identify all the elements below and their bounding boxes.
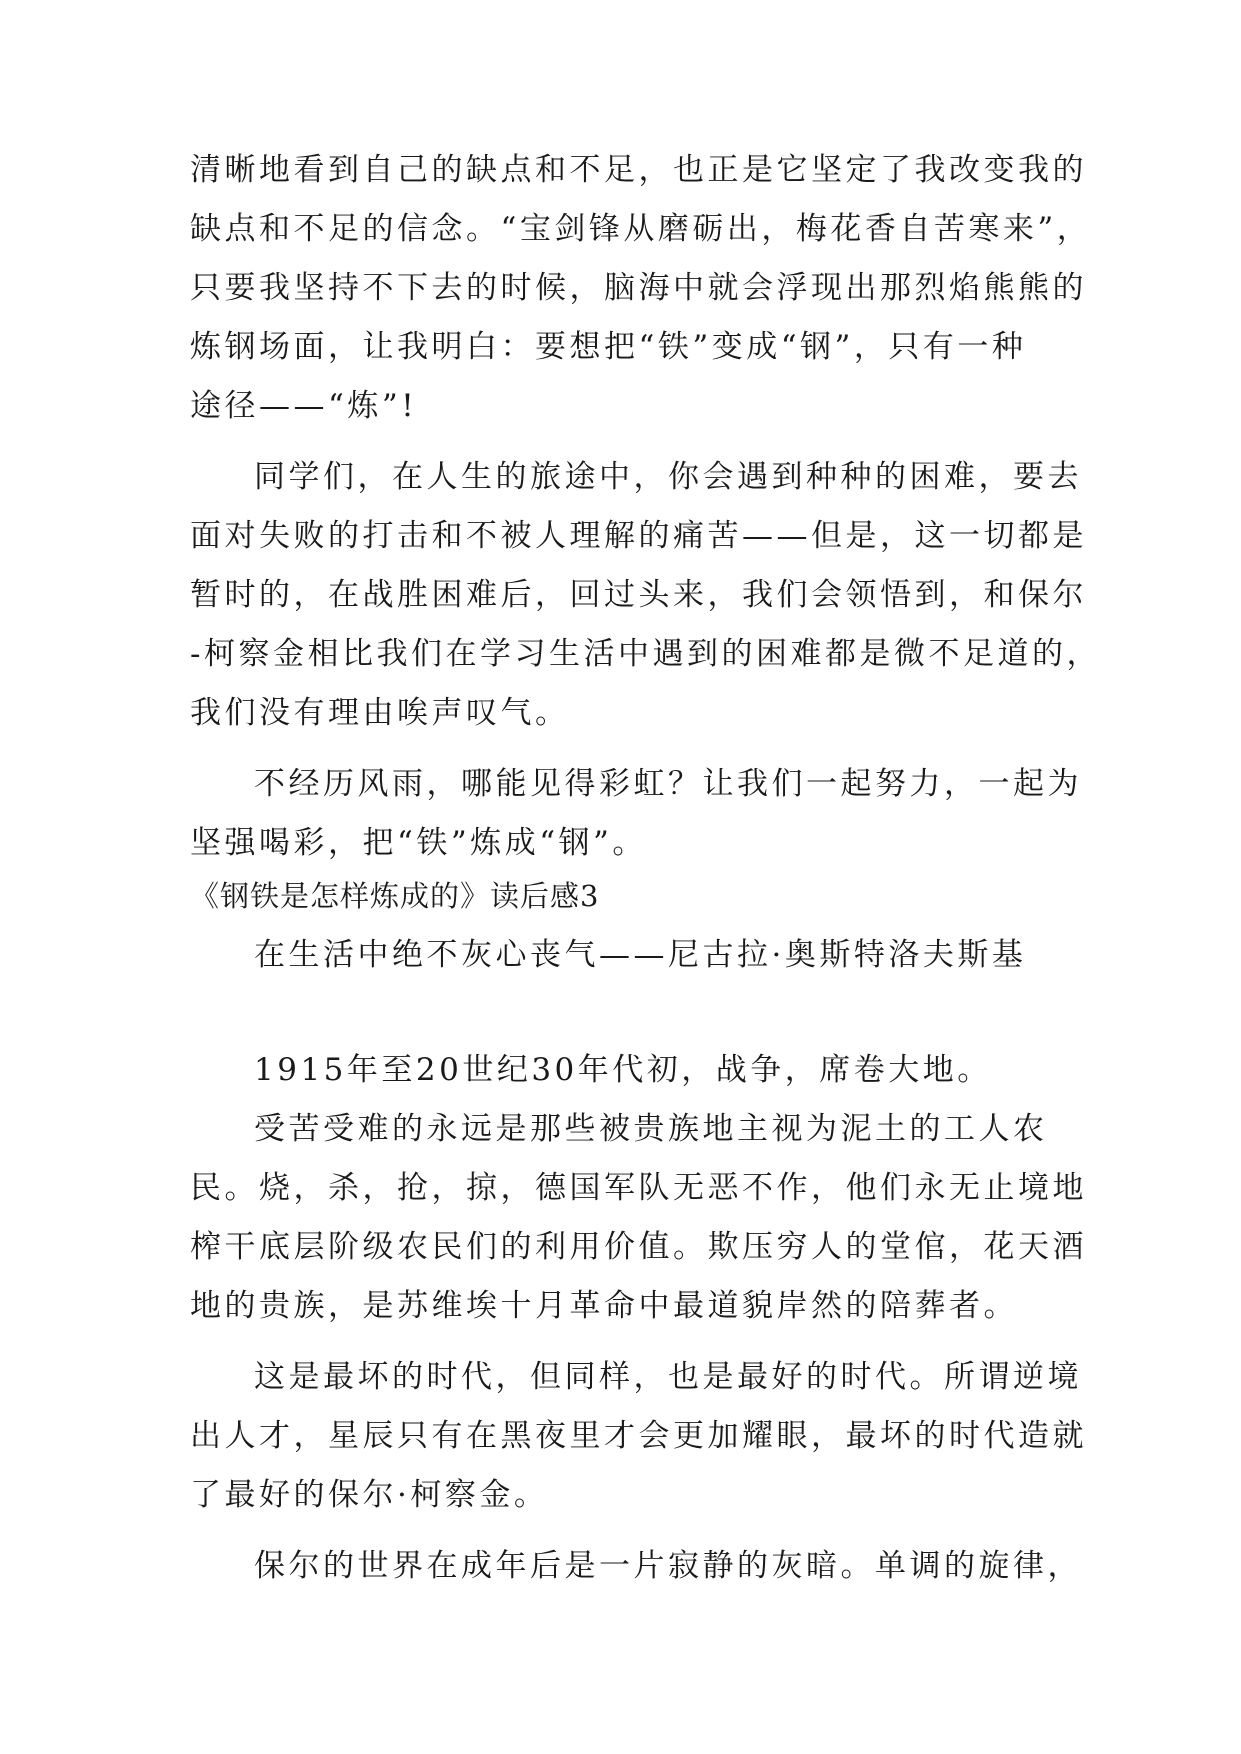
text-line: 清晰地看到自己的缺点和不足，也正是它坚定了我改变我的: [190, 152, 1087, 188]
text-line: 榨干底层阶级农民们的利用价值。欺压穷人的堂倌，花天酒: [190, 1229, 1087, 1265]
text-line: 民。烧，杀，抢，掠，德国军队无恶不作，他们永无止境地: [190, 1170, 1087, 1206]
text-line: 暂时的，在战胜困难后，回过头来，我们会领悟到，和保尔: [190, 577, 1087, 613]
section-title: 《钢铁是怎样炼成的》读后感3: [190, 879, 600, 913]
text-line: 地的贵族，是苏维埃十月革命中最道貌岸然的陪葬者。: [190, 1288, 1018, 1324]
text-line: -柯察金相比我们在学习生活中遇到的困难都是微不足道的，: [190, 636, 1101, 672]
epigraph: 在生活中绝不灰心丧气——尼古拉·奥斯特洛夫斯基: [254, 937, 1027, 973]
text-line: 途径——“炼”!: [190, 388, 418, 424]
text-line: 我们没有理由唉声叹气。: [190, 695, 570, 731]
paragraph-start-line: 同学们，在人生的旅途中，你会遇到种种的困难，要去: [254, 459, 1082, 495]
text-line: 出人才，星辰只有在黑夜里才会更加耀眼，最坏的时代造就: [190, 1418, 1087, 1454]
text-line: 了最好的保尔·柯察金。: [190, 1477, 549, 1513]
paragraph-start-line: 这是最坏的时代，但同样，也是最好的时代。所谓逆境: [254, 1359, 1082, 1395]
paragraph-start-line: 保尔的世界在成年后是一片寂静的灰暗。单调的旋律，: [254, 1548, 1082, 1584]
text-line: 只要我坚持不下去的时候，脑海中就会浮现出那烈焰熊熊的: [190, 270, 1087, 306]
paragraph-start-line: 不经历风雨，哪能见得彩虹？让我们一起努力，一起为: [254, 766, 1082, 802]
text-line: 缺点和不足的信念。“宝剑锋从磨砺出，梅花香自苦寒来”，: [190, 211, 1092, 247]
paragraph-start-line: 受苦受难的永远是那些被贵族地主视为泥土的工人农: [254, 1111, 1048, 1147]
text-line: 面对失败的打击和不被人理解的痛苦——但是，这一切都是: [190, 518, 1087, 554]
text-line: 坚强喝彩，把“铁”炼成“钢”。: [190, 825, 647, 861]
paragraph-start-line: 1915年至20世纪30年代初，战争，席卷大地。: [254, 1052, 992, 1088]
text-line: 炼钢场面，让我明白：要想把“铁”变成“钢”，只有一种: [190, 329, 1027, 365]
